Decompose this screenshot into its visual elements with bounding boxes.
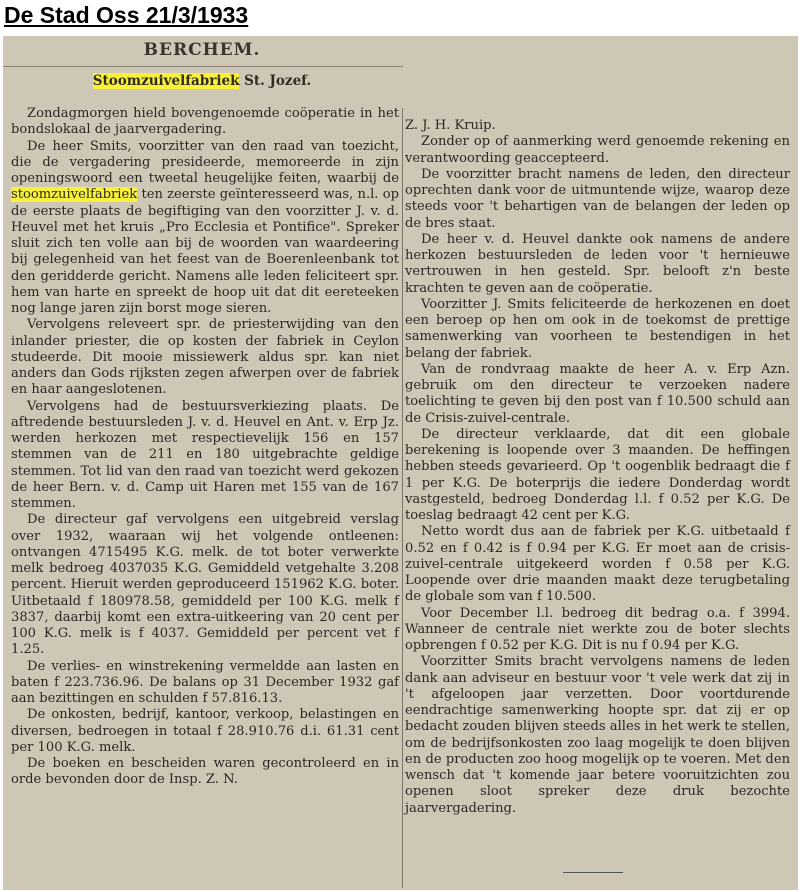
paragraph: Netto wordt dus aan de fabriek per K.G. uitbetaald f 0.52 en f 0.42 is f 0.94 per K.G. Er moet aan de crisis-zuivel-centrale uitgekeerd worden f 0.58 per K.G. Loopende over drie maanden maakt deze terugbetaling de globale som van f 10.500. <box>405 524 790 605</box>
article-end-rule <box>563 872 623 873</box>
right-column <box>405 118 790 817</box>
paragraph: De verlies- en winstrekening vermeldde aan lasten en baten f 223.736.96. De balans op 31 December 1932 gaf aan bezittingen en schulden f 57.816.13. <box>11 658 399 706</box>
paragraph: Van de rondvraag maakte de heer A. v. Erp Azn. gebruik om den directeur te verzoeken nadere toelichting te geven bij den post van f 10.500 schuld aan de Crisis-zuivel-centrale. <box>405 361 790 426</box>
paragraph: Vervolgens releveert spr. de priesterwijding van den inlander priester, die op kosten der fabriek in Ceylon studeerde. Dit mooie missiewerk aldus spr. kan niet anders dan Gods rijksten zegen afwerpen over de fabriek en haar aangeslotenen. <box>11 317 399 398</box>
paragraph: Zonder op of aanmerking werd genoemde rekening en verantwoording geaccepteerd. <box>405 134 790 166</box>
paragraph: Vervolgens had de bestuursverkiezing plaats. De aftredende bestuursleden J. v. d. Heuvel en Ant. v. Erp Jz. werden herkozen met respectievelijk 156 en 157 stemmen van de 211 en 180 uitgebrachte geldige stemmen. Tot lid van den raad van toezicht werd gekozen de heer Bern. v. d. Camp uit Haren met 155 van de 167 stemmen. <box>11 398 399 511</box>
subheading-highlight: Stoomzuivelfabriek <box>92 73 240 89</box>
left-column <box>11 106 399 789</box>
article-heading: BERCHEM. <box>143 40 261 60</box>
paragraph: De heer v. d. Heuvel dankte ook namens de andere herkozen bestuursleden de leden voor 't hernieuwe vertrouwen in hen gesteld. Spr. belooft z'n beste krachten te geven aan de coöperatie. <box>405 231 790 296</box>
paragraph: De voorzitter bracht namens de leden, den directeur oprechten dank voor de uitmuntende wijze, waarop deze steeds voor 't behartigen van de belangen der leden op de bres staat. <box>405 166 790 231</box>
paragraph: De onkosten, bedrijf, kantoor, verkoop, belastingen en diversen, bedroegen in totaal f 28.910.76 d.i. 61.31 cent per 100 K.G. melk. <box>11 707 399 755</box>
newspaper-clipping <box>3 36 798 890</box>
paragraph: Zondagmorgen hield bovengenoemde coöperatie in het bondslokaal de jaarvergadering. <box>11 106 399 138</box>
column-divider <box>402 108 403 888</box>
heading-rule <box>3 66 403 67</box>
paragraph: De boeken en bescheiden waren gecontroleerd en in orde bevonden door de Insp. Z. N. <box>11 756 399 788</box>
subheading-rest: St. Jozef. <box>239 73 312 89</box>
paragraph: De directeur gaf vervolgens een uitgebreid verslag over 1932, waaraan wij het volgende ontleenen: ontvangen 4715495 K.G. melk. de tot boter verwerkte melk bedroeg 4037035 K.G. Gemiddeld vetgehalte 3.208 percent. Hieruit werden geproduceerd 151962 K.G. boter. Uitbetaald f 180978.58, gemiddeld per 100 K.G. melk f 3837, daarbij komt een extra-uitkeering van 20 cent per 100 K.G. melk is f 4037. Gemiddeld per percent vet f 1.25. <box>11 512 399 658</box>
paragraph-opening-speech: De heer Smits, voorzitter van den raad van toezicht, die de vergadering presideerde, memoreerde in zijn openingswoord een tweetal heugelijke feiten, waarbij de stoomzuivelfabriek ten zeerste geïnteresseerd was, n.l. op de eerste plaats de begiftiging van den voorzitter J. v. d. Heuvel met het kruis „Pro Ecclesia et Pontifice". Spreker sluit zich ten volle aan bij de woorden van waardeering bij gelegenheid van het feest van de Boerenleenbank tot den geridderde gericht. Namens alle leden feliciteert spr. hem van harte en spreekt de hoop uit dat dit eereteeken nog lange jaren zijn borst moge sieren. <box>11 138 399 316</box>
clipping-caption: De Stad Oss 21/3/1933 <box>4 2 249 28</box>
paragraph: Voor December l.l. bedroeg dit bedrag o.a. f 3994. Wanneer de centrale niet werkte zou de boter slechts opbrengen f 0.52 per K.G. Dit is nu f 0.94 per K.G. <box>405 605 790 653</box>
paragraph: Voorzitter J. Smits feliciteerde de herkozenen en doet een beroep op hen om ook in de toekomst de prettige samenwerking van voorheen te bestendigen in het belang der fabriek. <box>405 296 790 361</box>
article-subheading <box>3 73 401 89</box>
paragraph: Voorzitter Smits bracht vervolgens namens de leden dank aan adviseur en bestuur voor 't vele werk dat zij in 't afgeloopen jaar verzetten. Door voortdurende eendrachtige samenwerking hoopte spr. dat zij er op bedacht zouden blijven steeds alles in het werk te stellen, om de bedrijfsonkosten zoo laag mogelijk te doen blijven en de producten zoo hoog mogelijk op te voeren. Met den wensch dat 't komende jaar betere vooruitzichten zou openen sloot spreker deze druk bezochte jaarvergadering. <box>405 654 790 816</box>
paragraph: De directeur verklaarde, dat dit een globale berekening is loopende over 3 maanden. De heffingen hebben steeds gevarieerd. Op 't oogenblik bedraagt die f 1 per K.G. De boterprijs die iedere Donderdag wordt vastgesteld, bedroeg Donderdag l.l. f 0.52 per K.G. De toeslag bedraagt 42 cent per K.G. <box>405 426 790 523</box>
paragraph: Z. J. H. Kruip. <box>405 118 496 133</box>
